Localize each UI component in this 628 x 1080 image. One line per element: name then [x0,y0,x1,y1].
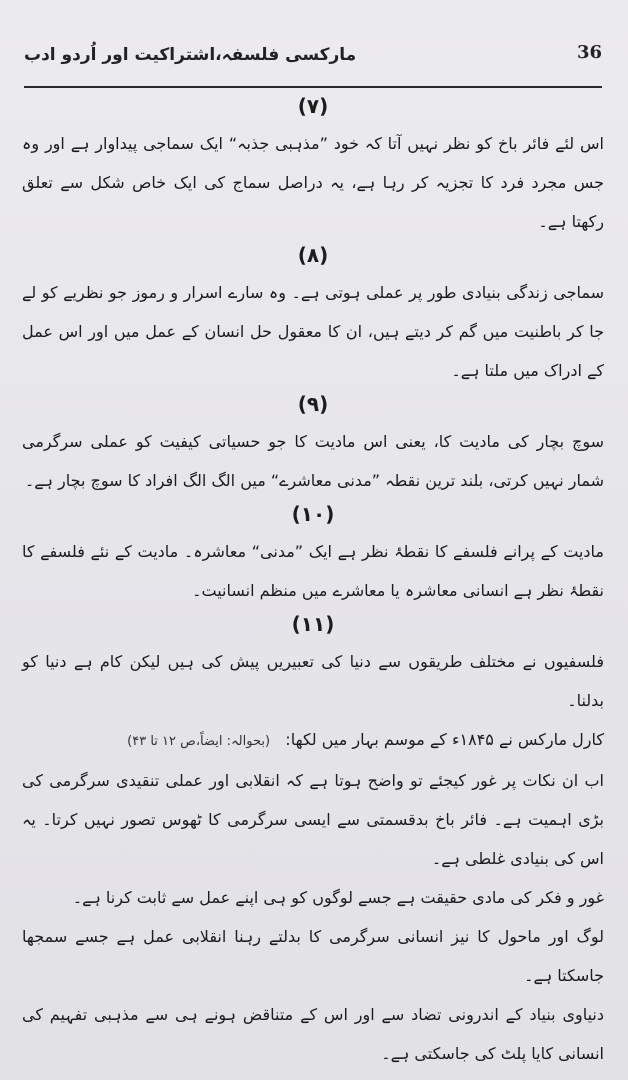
citation-reference: (بحوالہ: ایضاً،ص ۱۲ تا ۴۳) [127,734,271,749]
page-header [24,40,602,88]
section-number: (۸) [297,243,329,267]
paragraph: سوچ بچار کی مادیت کا، یعنی اس مادیت کا جو حسیاتی کیفیت کو عملی سرگرمی شمار نہیں کرتی، بلند ترین نقطہ ”مدنی معاشرے“ میں الگ الگ افراد کا سوچ بچار ہے۔ [22,432,604,490]
paragraph: لوگ اور ماحول کا نیز انسانی سرگرمی کا بدلتے رہنا انقلابی عمل ہے جسے سمجھا جاسکتا ہے۔ [22,927,604,985]
paragraph: فلسفیوں نے مختلف طریقوں سے دنیا کی تعبیریں پیش کی ہیں لیکن کام ہے دنیا کو بدلنا۔ [22,652,604,710]
paragraph: اس لئے فائر باخ کو نظر نہیں آتا کہ خود ”مذہبی جذبہ“ ایک سماجی پیداوار ہے اور وہ جس مجرد فرد کا تجزیہ کر رہا ہے، یہ دراصل سماج کی ایک خاص شکل سے تعلق رکھتا ہے۔ [22,134,604,231]
section-number: (۱۱) [291,612,335,636]
paragraph: اب ان نکات پر غور کیجئے تو واضح ہوتا ہے کہ انقلابی اور عملی تنقیدی سرگرمی کی بڑی اہمیت ہے۔ فائر باخ بدقسمتی سے ایسی سرگرمی کا ٹھوس تصور نہیں کرتا۔ یہ اس کی بنیادی غلطی ہے۔ [22,771,604,868]
citation-text: کارل مارکس نے ۱۸۴۵ء کے موسم بہار میں لکھا: [285,730,604,749]
paragraph: دنیاوی بنیاد کے اندرونی تضاد سے اور اس کے متناقض ہونے ہی سے مذہبی تفہیم کی انسانی کایا پلٹ کی جاسکتی ہے۔ [22,1005,604,1063]
paragraph: غور و فکر کی مادی حقیقت ہے جسے لوگوں کو ہی اپنے عمل سے ثابت کرنا ہے۔ [72,888,604,907]
section-number: (۷) [297,94,329,118]
section-number: (۱۰) [291,502,335,526]
citation-line [22,720,604,761]
paragraph: مادیت کے پرانے فلسفے کا نقطۂ نظر ہے ایک ”مدنی“ معاشرہ۔ مادیت کے نئے فلسفے کا نقطۂ نظر ہے انسانی معاشرہ یا معاشرے میں منظم انسانیت۔ [22,542,604,600]
paragraph: سماجی زندگی بنیادی طور پر عملی ہوتی ہے۔ وہ سارے اسرار و رموز جو نظریے کو لے جا کر باطنیت میں گم کر دیتے ہیں، ان کا معقول حل انسان کے عمل میں اور اس عمل کے ادراک میں ملتا ہے۔ [22,283,604,380]
page-number: 36 [576,42,602,63]
page-body [22,92,604,1073]
running-title: مارکسی فلسفہ،اشتراکیت اور اُردو ادب [24,45,357,65]
section-number: (۹) [297,392,329,416]
